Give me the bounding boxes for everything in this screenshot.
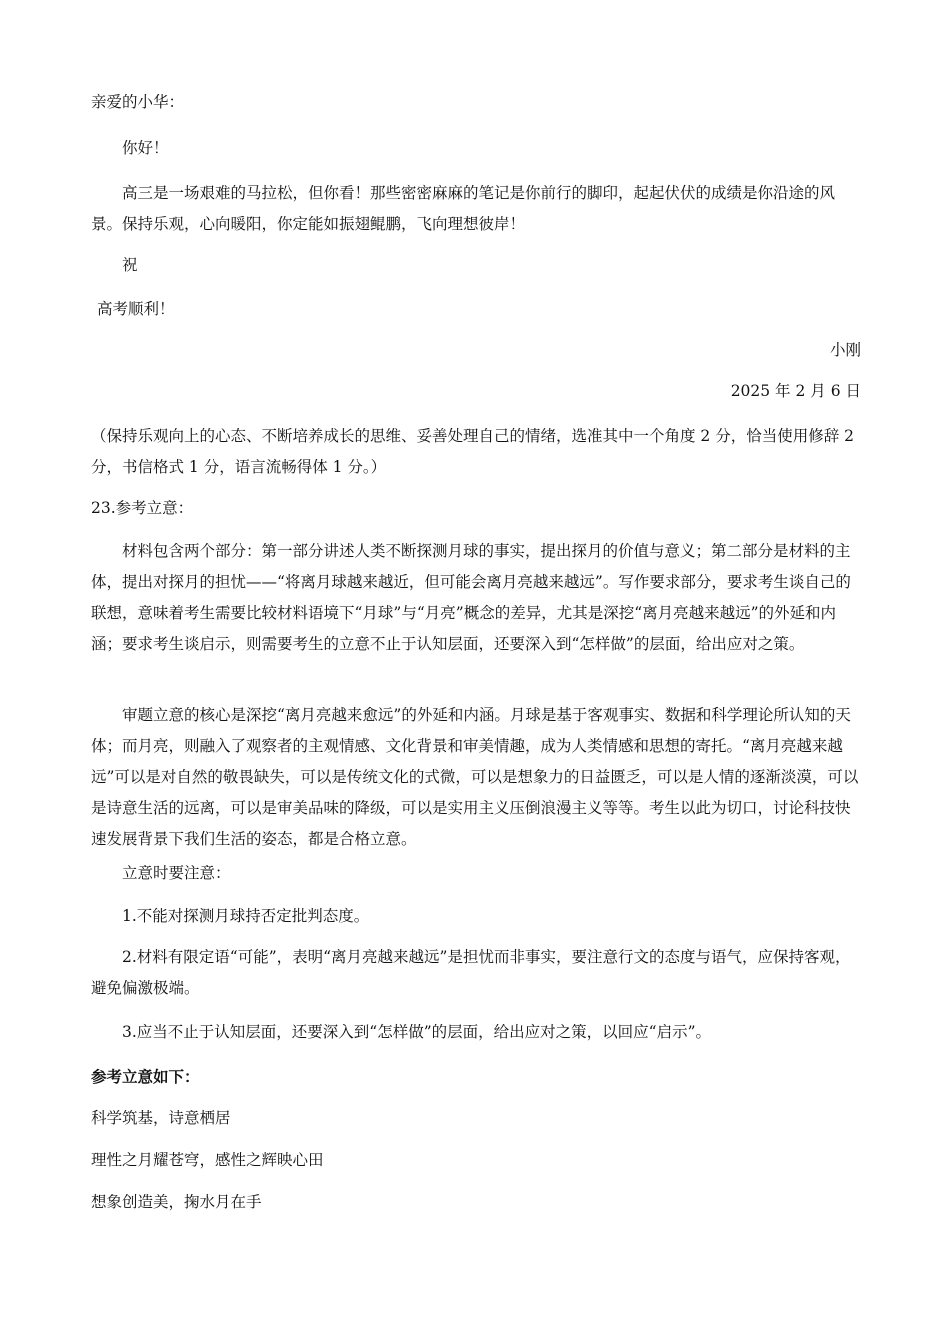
q23-note-1: 1.不能对探测月球持否定批判态度。 (122, 907, 370, 925)
q23-note-2: 2.材料有限定语“可能”，表明“离月亮越来越远”是担忧而非事实，要注意行文的态度与语气，应保持客观，避免偏激极端。 (91, 948, 851, 997)
q23-paragraph-1: 材料包含两个部分：第一部分讲述人类不断探测月球的事实，提出探月的价值与意义；第二部分是材料的主体，提出对探月的担忧——“将离月球越来越近，但可能会离月亮越来越远”。写作要求部分，要求考生谈自己的联想，意味着考生需要比较材料语境下“月球”与“月亮”概念的差异，尤其是深挖“离月亮越来越远”的外延和内涵；要求考生谈启示，则需要考生的立意不止于认知层面，还要深入到“怎样做”的层面，给出应对之策。 (91, 542, 851, 653)
letter-wish-content: 高考顺利！ (97, 300, 175, 318)
letter-body: 高三是一场艰难的马拉松，但你看！那些密密麻麻的笔记是你前行的脚印，起起伏伏的成绩是你沿途的风景。保持乐观，心向暖阳，你定能如振翅鲲鹏，飞向理想彼岸！ (91, 184, 836, 233)
letter-wish: 祝 (122, 256, 138, 274)
q23-notes-heading: 立意时要注意： (122, 864, 231, 882)
q23-reference-2: 理性之月耀苍穹，感性之辉映心田 (91, 1151, 324, 1169)
q23-note-3: 3.应当不止于认知层面，还要深入到“怎样做”的层面，给出应对之策，以回应“启示”。 (122, 1023, 711, 1041)
q23-reference-heading: 参考立意如下： (91, 1067, 200, 1086)
q23-heading: 23.参考立意： (91, 499, 194, 517)
letter-signature: 小刚 (829, 341, 861, 359)
q23-reference-3: 想象创造美，掬水月在手 (91, 1193, 262, 1211)
q23-paragraph-2: 审题立意的核心是深挖“离月亮越来愈远”的外延和内涵。月球是基于客观事实、数据和科学理论所认知的天体；而月亮，则融入了观察者的主观情感、文化背景和审美情趣，成为人类情感和思想的寄托。“离月亮越来越远”可以是对自然的敬畏缺失，可以是传统文化的式微，可以是想象力的日益匮乏，可以是人情的逐渐淡漠，可以是诗意生活的远离，可以是审美品味的降级，可以是实用主义压倒浪漫主义等等。考生以此为切口，讨论科技快速发展背景下我们生活的姿态，都是合格立意。 (91, 706, 859, 848)
scoring-note: （保持乐观向上的心态、不断培养成长的思维、妥善处理自己的情绪，选准其中一个角度 2 分，恰当使用修辞 2 分，书信格式 1 分，语言流畅得体 1 分。） (91, 427, 855, 476)
letter-date: 2025 年 2 月 6 日 (730, 382, 861, 400)
letter-greeting: 你好！ (122, 139, 169, 157)
q23-reference-1: 科学筑基，诗意栖居 (91, 1109, 231, 1127)
letter-salutation: 亲爱的小华： (91, 93, 185, 111)
